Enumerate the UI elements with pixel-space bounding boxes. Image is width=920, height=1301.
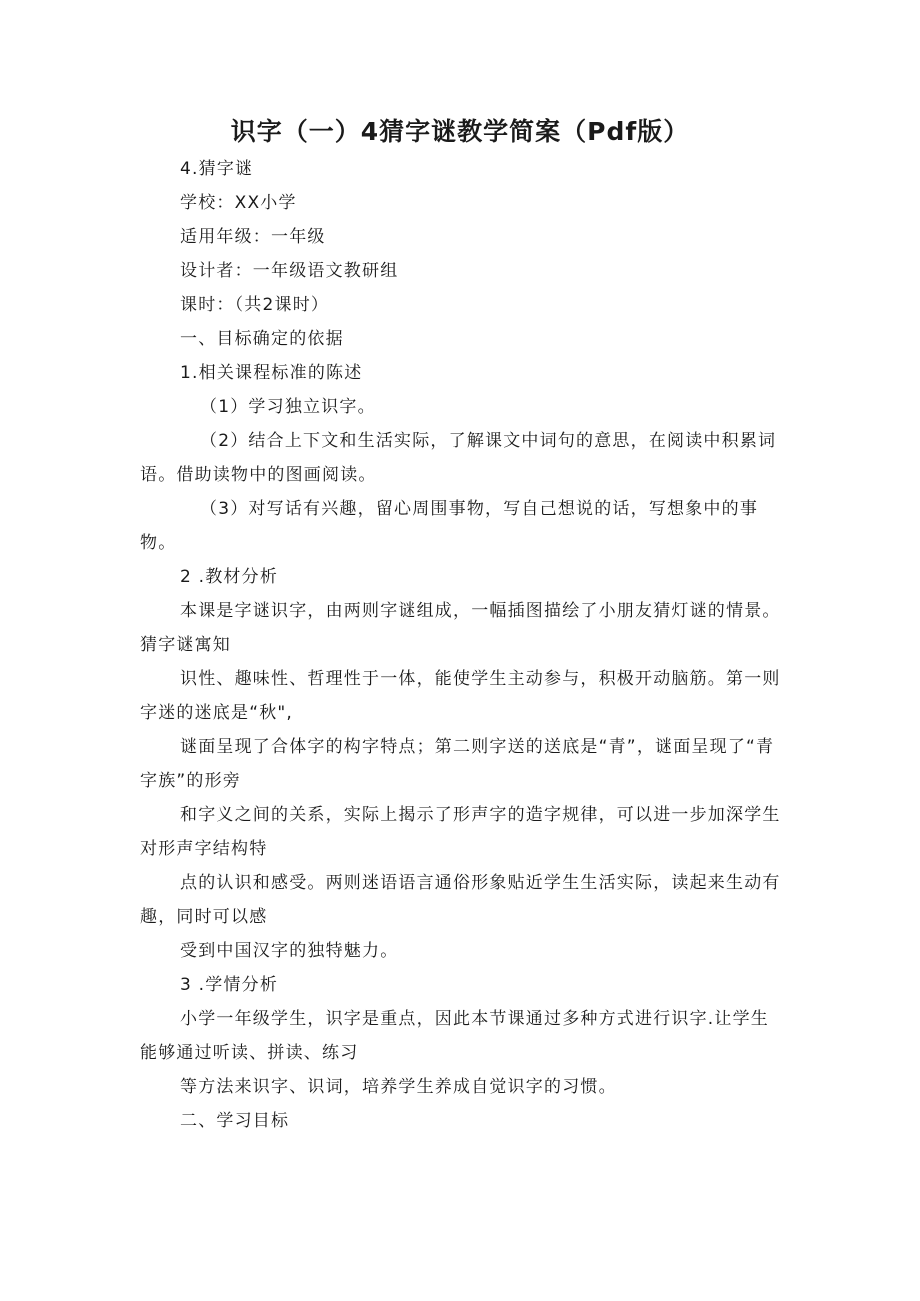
- body-paragraph: 等方法来识字、识词，培养学生养成自觉识字的习惯。: [180, 1077, 617, 1097]
- standard-item-1: （1）学习独立识字。: [200, 397, 376, 417]
- subsection-heading-3: 3 .学情分析: [180, 975, 279, 995]
- standard-item-2: （2）结合上下文和生活实际，了解课文中词句的意思，在阅读中积累词语。借助读物中的图画阅读。: [140, 431, 777, 485]
- grade-line: 适用年级：一年级: [180, 227, 326, 247]
- section-heading-2: 二、学习目标: [180, 1111, 290, 1131]
- school-line: 学校：XX小学: [180, 193, 297, 213]
- body-paragraph: 点的认识和感受。两则迷语语言通俗形象贴近学生生活实际，读起来生动有趣，同时可以感: [140, 873, 781, 927]
- body-paragraph: 本课是字谜识字，由两则字谜组成，一幅插图描绘了小朋友猜灯谜的情景。猜字谜寓知: [140, 601, 781, 655]
- period-line: 课时：（共2课时）: [180, 295, 330, 315]
- body-paragraph: 小学一年级学生，识字是重点，因此本节课通过多种方式进行识字.让学生能够通过听读、拼读、练习: [140, 1009, 770, 1063]
- body-paragraph: 和字义之间的关系，实际上揭示了形声字的造字规律，可以进一步加深学生对形声字结构特: [140, 805, 781, 859]
- section-heading-1: 一、目标确定的依据: [180, 329, 344, 349]
- body-paragraph: 谜面呈现了合体字的构字特点；第二则字送的送底是“青”，谜面呈现了“青字族”的形旁: [140, 737, 775, 791]
- subsection-heading-1: 1.相关课程标准的陈述: [180, 363, 363, 383]
- body-paragraph: 识性、趣味性、哲理性于一体，能使学生主动参与，积极开动脑筋。第一则字迷的迷底是“秋",: [140, 669, 781, 723]
- lesson-heading: 4.猜字谜: [180, 159, 254, 179]
- designer-line: 设计者：一年级语文教研组: [180, 261, 399, 281]
- document-body: [140, 152, 784, 1138]
- body-paragraph: 受到中国汉字的独特魅力。: [180, 941, 399, 961]
- subsection-heading-2: 2 .教材分析: [180, 567, 279, 587]
- standard-item-3: （3）对写话有兴趣，留心周围事物，写自己想说的话，写想象中的事物。: [140, 499, 759, 553]
- document-title: 识字（一）4猜字谜教学简案（Pdf版）: [230, 117, 690, 146]
